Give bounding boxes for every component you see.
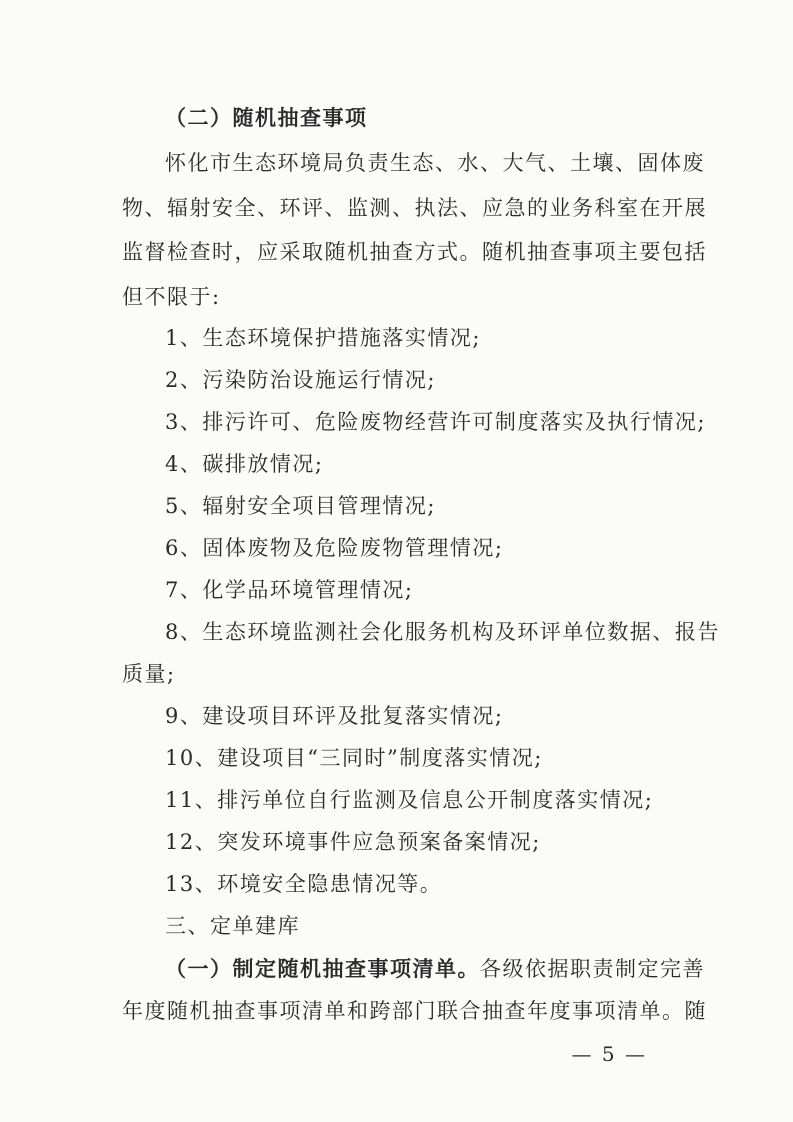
section-heading-build-lists: 三、定单建库 <box>165 914 300 938</box>
list-item: 1、生态环境保护措施落实情况; <box>165 326 481 350</box>
list-item: 6、固体废物及危险废物管理情况; <box>165 536 504 560</box>
paragraph-line: 监督检查时，应采取随机抽查方式。随机抽查事项主要包括 <box>122 240 707 264</box>
subsection-title: （一）制定随机抽查事项清单。 <box>165 956 480 981</box>
page-number: — 5 — <box>571 1042 647 1066</box>
subsection-line <box>165 955 705 983</box>
list-item: 5、辐射安全项目管理情况; <box>165 494 436 518</box>
section-heading-random-inspection: （二）随机抽查事项 <box>165 105 368 130</box>
paragraph-line: 但不限于: <box>122 285 221 309</box>
list-item: 7、化学品环境管理情况; <box>165 578 414 602</box>
subsection-text: 各级依据职责制定完善 <box>480 957 705 981</box>
list-item: 9、建设项目环评及批复落实情况; <box>165 704 504 728</box>
list-item: 4、碳排放情况; <box>165 452 324 476</box>
list-item-continuation: 质量; <box>122 662 176 686</box>
list-item: 12、突发环境事件应急预案备案情况; <box>165 830 541 854</box>
list-item: 13、环境安全隐患情况等。 <box>165 872 443 896</box>
paragraph-line: 物、辐射安全、环评、监测、执法、应急的业务科室在开展 <box>122 196 707 220</box>
list-item: 8、生态环境监测社会化服务机构及环评单位数据、报告 <box>165 620 720 644</box>
list-item: 2、污染防治设施运行情况; <box>165 368 436 392</box>
list-item: 11、排污单位自行监测及信息公开制度落实情况; <box>165 788 654 812</box>
list-item: 10、建设项目“三同时”制度落实情况; <box>165 746 543 770</box>
paragraph-line: 怀化市生态环境局负责生态、水、大气、土壤、固体废 <box>165 151 705 175</box>
paragraph-line: 年度随机抽查事项清单和跨部门联合抽查年度事项清单。随 <box>122 999 707 1023</box>
list-item: 3、排污许可、危险废物经营许可制度落实及执行情况; <box>165 410 706 434</box>
